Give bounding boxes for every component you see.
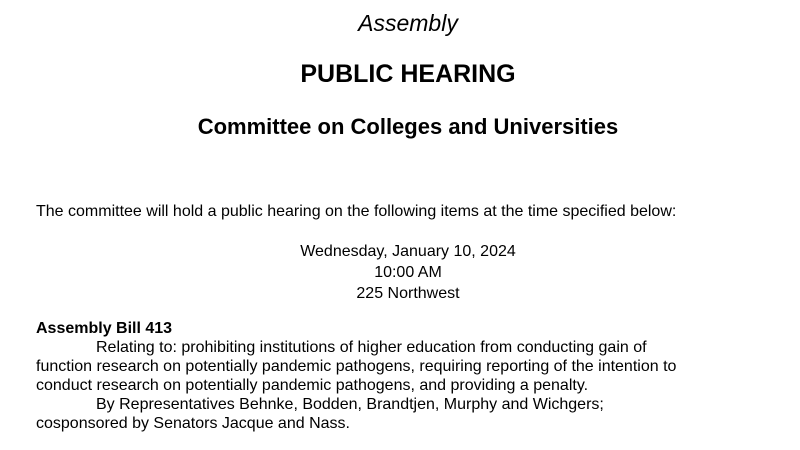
bill-relating-line: Relating to: prohibiting institutions of higher education from conducting gain of (96, 339, 647, 356)
bill-sponsor-line: By Representatives Behnke, Bodden, Brandtjen, Murphy and Wichgers; (96, 396, 604, 413)
document-title: PUBLIC HEARING (300, 60, 516, 88)
chamber-name: Assembly (358, 10, 458, 36)
bill-relating-line: conduct research on potentially pandemic pathogens, and providing a penalty. (36, 377, 589, 394)
hearing-schedule (0, 241, 800, 304)
hearing-location: 225 Northwest (356, 285, 460, 302)
notice-intro-text: The committee will hold a public hearing on the following items at the time specified below: (36, 203, 677, 220)
bill-sponsor-line: cosponsored by Senators Jacque and Nass. (36, 415, 350, 432)
bill-title: Assembly Bill 413 (36, 320, 173, 337)
bill-item (36, 319, 796, 433)
committee-name: Committee on Colleges and Universities (197, 114, 619, 139)
hearing-time: 10:00 AM (374, 264, 442, 281)
hearing-date: Wednesday, January 10, 2024 (300, 243, 516, 260)
bill-relating-line: function research on potentially pandemic pathogens, requiring reporting of the intention to (36, 358, 677, 375)
